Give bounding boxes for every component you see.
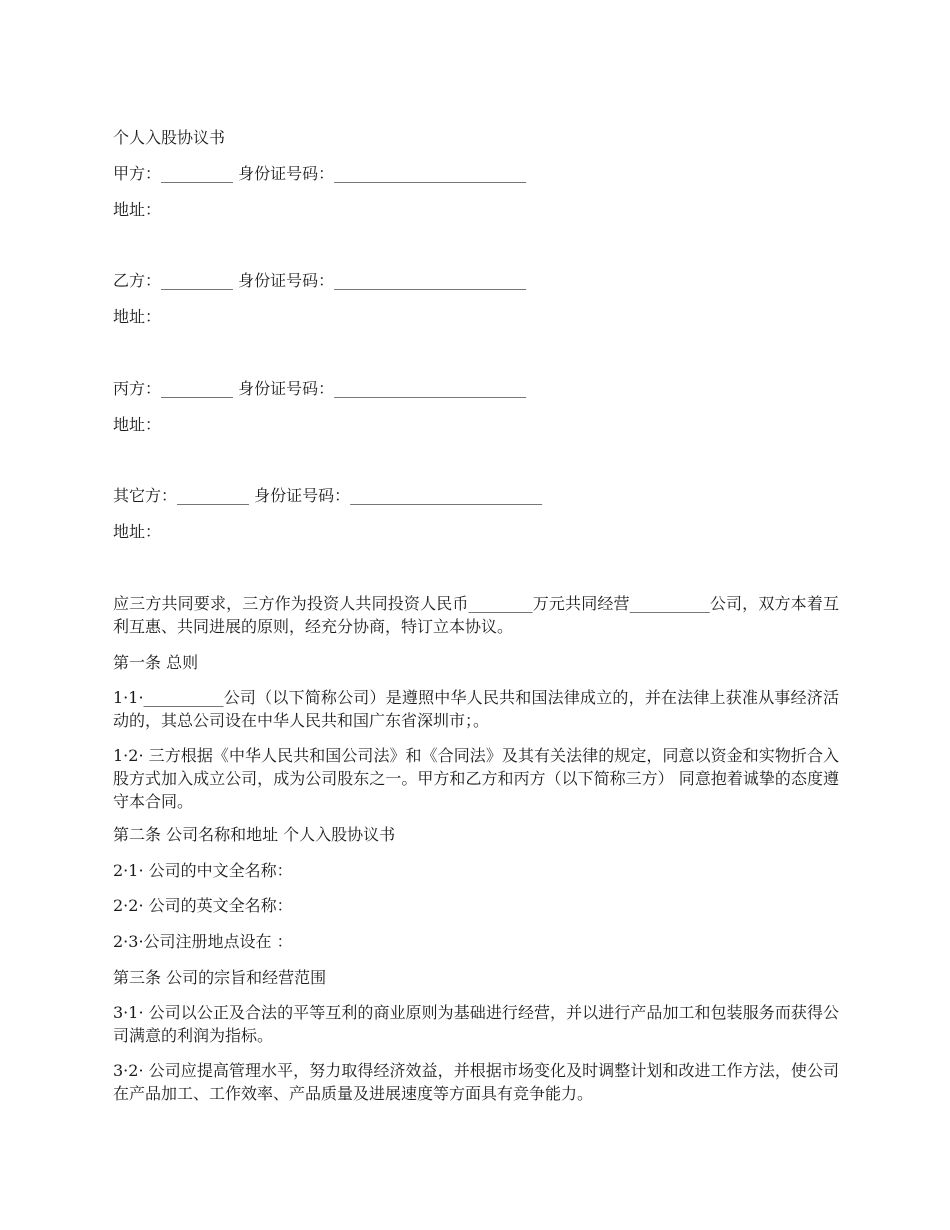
article3-clause1: 3·1· 公司以公正及合法的平等互利的商业原则为基础进行经营，并以进行产品加工和包装服务而获得公司满意的利润为指标。 (113, 1003, 839, 1045)
document-title: 个人入股协议书 (113, 128, 226, 147)
article2-clause2: 2·2· 公司的英文全名称： (113, 896, 293, 915)
article3-clause2: 3·2· 公司应提高管理水平，努力取得经济效益，并根据市场变化及时调整计划和改进工作方法，使公司在产品加工、工作效率、产品质量及进展速度等方面具有竞争能力。 (113, 1061, 839, 1103)
party-c-line: 丙方：_________ 身份证号码：________________________ (113, 379, 527, 398)
article3-heading: 第三条 公司的宗旨和经营范围 (113, 968, 327, 987)
party-a-address: 地址： (113, 200, 162, 219)
article1-clause1: 1·1·__________公司（以下简称公司）是遵照中华人民共和国法律成立的，并在法律上获准从事经济活动的，其总公司设在中华人民共和国广东省深圳市；。 (113, 688, 839, 730)
article2-clause3: 2·3·公司注册地点设在 ： (113, 932, 293, 951)
article2-heading: 第二条 公司名称和地址 个人入股协议书 (113, 825, 396, 844)
article1-heading: 第一条 总则 (113, 653, 199, 672)
party-a-line: 甲方：_________ 身份证号码：________________________ (113, 164, 527, 183)
article1-clause2: 1·2· 三方根据《中华人民共和国公司法》和《合同法》及其有关法律的规定，同意以资金和实物折合入股方式加入成立公司，成为公司股东之一。甲方和乙方和丙方（以下简称三方） 同意抱着诚挚的态度遵守本合同。 (113, 746, 839, 811)
party-b-line: 乙方：_________ 身份证号码：________________________ (113, 271, 527, 290)
party-other-address: 地址： (113, 522, 162, 541)
party-other-line: 其它方：_________ 身份证号码：________________________ (113, 486, 543, 505)
party-b-address: 地址： (113, 307, 162, 326)
intro-paragraph: 应三方共同要求，三方作为投资人共同投资人民币________万元共同经营__________公司，双方本着互利互惠、共同进展的原则，经充分协商，特订立本协议。 (113, 594, 839, 636)
article2-clause1: 2·1· 公司的中文全名称： (113, 861, 293, 880)
party-c-address: 地址： (113, 415, 162, 434)
